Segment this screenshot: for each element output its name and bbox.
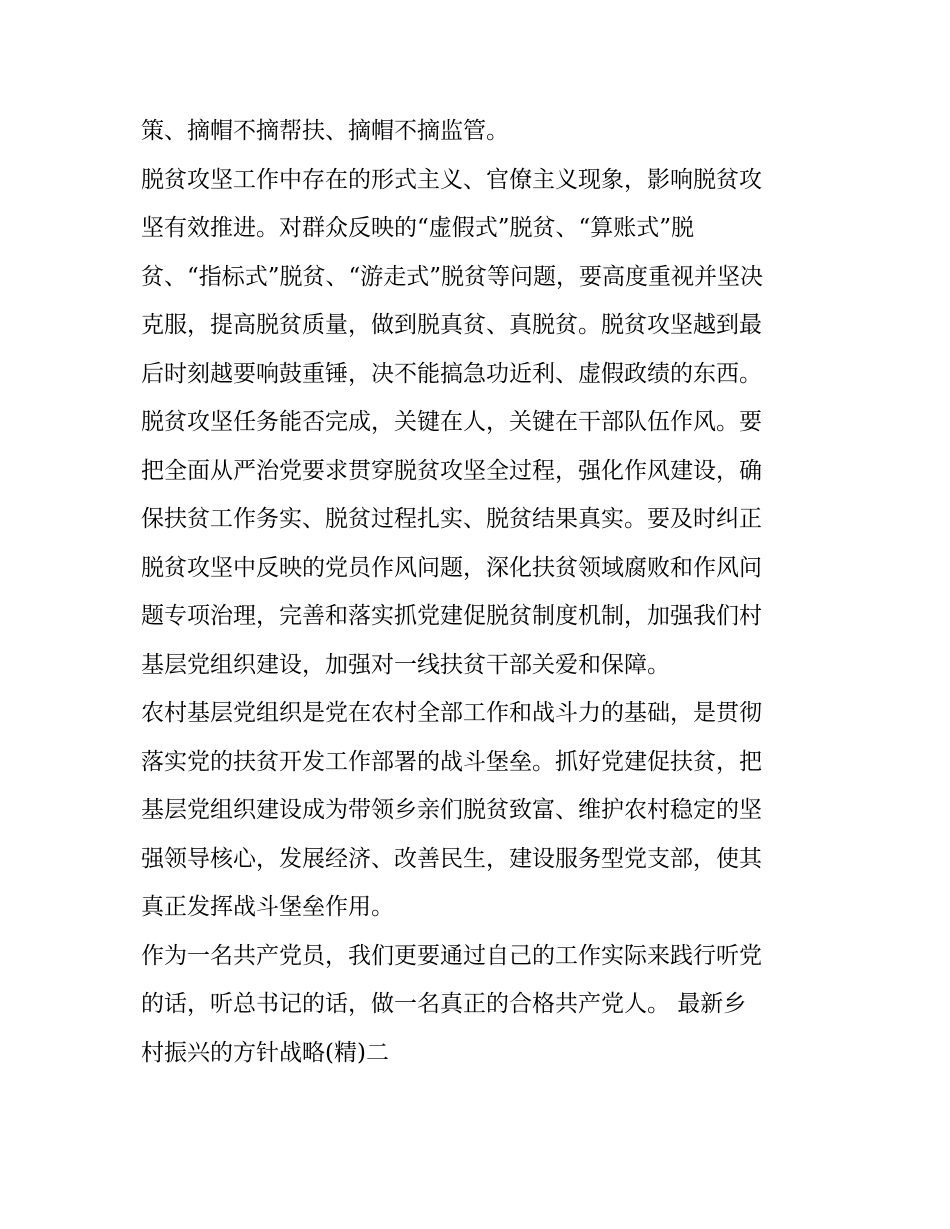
text-line: 落实党的扶贫开发工作部署的战斗堡垒。抓好党建促扶贫，把: [141, 748, 762, 775]
text-line: 把全面从严治党要求贯穿脱贫攻坚全过程，强化作风建设，确: [141, 457, 762, 484]
text-line: 强领导核心，发展经济、改善民生，建设服务型党支部，使其: [141, 845, 762, 872]
text-line: 策、摘帽不摘帮扶、摘帽不摘监管。: [141, 118, 509, 144]
text-line: 坚有效推进。对群众反映的“虚假式”脱贫、“算账式”脱: [141, 215, 695, 241]
text-line: 农村基层党组织是党在农村全部工作和战斗力的基础，是贯彻: [141, 700, 762, 726]
document-body: [141, 107, 821, 1077]
text-line: 贫、“指标式”脱贫、“游走式”脱贫等问题，要高度重视并坚决: [141, 263, 764, 290]
text-line: 脱贫攻坚中反映的党员作风问题，深化扶贫领域腐败和作风问: [141, 554, 762, 581]
text-line: 的话，听总书记的话，做一名真正的合格共产党人。 最新乡: [141, 991, 747, 1017]
text-line: 克服，提高脱贫质量，做到脱真贫、真脱贫。脱贫攻坚越到最: [141, 312, 762, 338]
text-line: 真正发挥战斗堡垒作用。: [141, 894, 394, 920]
text-line: 题专项治理，完善和落实抓党建促脱贫制度机制，加强我们村: [141, 603, 762, 629]
text-line: 作为一名共产党员，我们更要通过自己的工作实际来践行听党: [141, 942, 762, 969]
text-line: 后时刻越要响鼓重锤，决不能搞急功近利、虚假政绩的东西。: [141, 360, 762, 387]
text-line: 基层党组织建设，加强对一线扶贫干部关爱和保障。: [141, 651, 670, 678]
text-line: 基层党组织建设成为带领乡亲们脱贫致富、维护农村稳定的坚: [141, 797, 762, 823]
text-line: 村振兴的方针战略(精)二: [141, 1039, 389, 1066]
text-line: 脱贫攻坚任务能否完成，关键在人，关键在干部队伍作风。要: [141, 409, 762, 435]
text-line: 保扶贫工作务实、脱贫过程扎实、脱贫结果真实。要及时纠正: [141, 506, 762, 532]
text-line: 脱贫攻坚工作中存在的形式主义、官僚主义现象，影响脱贫攻: [141, 166, 762, 193]
